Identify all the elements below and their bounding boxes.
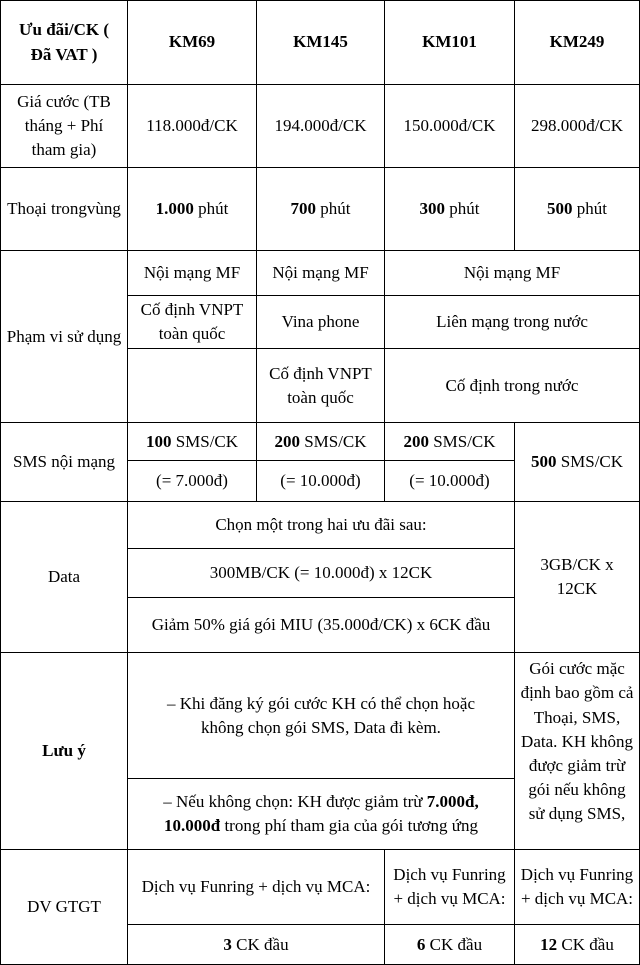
- price-km249: 298.000đ/CK: [515, 85, 640, 168]
- scope-row-1: [1, 251, 640, 296]
- note-line-2-amount-1: 7.000đ,: [426, 792, 479, 812]
- vas-km101-cycles: [385, 925, 515, 965]
- voice-km69-unit: phút: [193, 198, 229, 218]
- vas-label: DV GTGT: [1, 850, 128, 965]
- sms-km101: [385, 423, 515, 461]
- vas-km101-service: Dịch vụ Funring + dịch vụ MCA:: [385, 850, 515, 925]
- sms-km249-number: 500: [530, 452, 557, 472]
- package-km145: KM145: [257, 1, 385, 85]
- price-row: [1, 85, 640, 168]
- voice-km249-number: 500: [547, 198, 573, 218]
- vas-km69-km145-service: Dịch vụ Funring + dịch vụ MCA:: [128, 850, 385, 925]
- sms-km249-unit: SMS/CK: [556, 452, 624, 472]
- vas-cycles-3-unit: CK đầu: [231, 934, 289, 954]
- package-km249: KM249: [515, 1, 640, 85]
- vas-cycles-6-unit: CK đầu: [425, 934, 483, 954]
- package-km69: KM69: [128, 1, 257, 85]
- package-km101: KM101: [385, 1, 515, 85]
- data-option-1: 300MB/CK (= 10.000đ) x 12CK: [128, 549, 515, 598]
- data-label: Data: [1, 502, 128, 653]
- data-choose: Chọn một trong hai ưu đãi sau:: [128, 502, 515, 549]
- voice-km69-number: 1.000: [155, 198, 194, 218]
- vas-km249-service: Dịch vụ Funring + dịch vụ MCA:: [515, 850, 640, 925]
- note-line-2: [128, 779, 515, 850]
- note-line-2-suffix: trong phí tham gia của gói tương ứng: [220, 816, 479, 836]
- vas-km69-km145-cycles: [128, 925, 385, 965]
- sms-row-1: [1, 423, 640, 461]
- note-km249-cell: [515, 653, 640, 850]
- vas-km249-cycles: [515, 925, 640, 965]
- sms-km69: [128, 423, 257, 461]
- voice-km249-unit: phút: [572, 198, 607, 218]
- data-option-2: Giảm 50% giá gói MIU (35.000đ/CK) x 6CK đầu: [128, 598, 515, 653]
- sms-km145: [257, 423, 385, 461]
- scope-km69-empty: [128, 349, 257, 423]
- data-row-1: [1, 502, 640, 549]
- price-km101: 150.000đ/CK: [385, 85, 515, 168]
- sms-km69-unit: SMS/CK: [171, 431, 239, 451]
- scope-km69-onnet: Nội mạng MF: [128, 251, 257, 296]
- header-label-line2: Đã VAT ): [30, 44, 98, 64]
- voice-km145-number: 700: [290, 198, 316, 218]
- voice-km145-unit: phút: [316, 198, 351, 218]
- sms-km145-number: 200: [274, 431, 300, 451]
- voice-km145: [257, 168, 385, 251]
- note-line-1: – Khi đăng ký gói cước KH có thể chọn hoặc không chọn gói SMS, Data đi kèm.: [128, 653, 515, 779]
- voice-row: [1, 168, 640, 251]
- note-row-1: [1, 653, 640, 779]
- sms-label: SMS nội mạng: [1, 423, 128, 502]
- price-km69: 118.000đ/CK: [128, 85, 257, 168]
- vas-cycles-6-number: 6: [416, 934, 426, 954]
- scope-km101-km249-offnet: Liên mạng trong nước: [385, 296, 640, 349]
- voice-km69: [128, 168, 257, 251]
- vas-cycles-3-number: 3: [223, 934, 232, 954]
- data-km249: 3GB/CK x 12CK: [515, 502, 640, 653]
- scope-km145-onnet: Nội mạng MF: [257, 251, 385, 296]
- sms-km69-equivalent: (= 7.000đ): [128, 461, 257, 502]
- price-label: Giá cước (TB tháng + Phí tham gia): [1, 85, 128, 168]
- header-label-cell: [1, 1, 128, 85]
- scope-km101-km249-fixed: Cố định trong nước: [385, 349, 640, 423]
- vas-row-1: [1, 850, 640, 925]
- sms-km249: [515, 423, 640, 502]
- header-label-line1: Ưu đãi/CK (: [18, 20, 110, 40]
- voice-km101: [385, 168, 515, 251]
- scope-label: Phạm vi sử dụng: [1, 251, 128, 423]
- header-row: [1, 1, 640, 85]
- sms-km145-unit: SMS/CK: [299, 431, 367, 451]
- vas-cycles-12-number: 12: [540, 934, 558, 954]
- scope-km101-km249-onnet: Nội mạng MF: [385, 251, 640, 296]
- sms-km101-unit: SMS/CK: [428, 431, 496, 451]
- price-km145: 194.000đ/CK: [257, 85, 385, 168]
- sms-km145-equivalent: (= 10.000đ): [257, 461, 385, 502]
- voice-label: Thoại trongvùng: [1, 168, 128, 251]
- note-label: Lưu ý: [1, 653, 128, 850]
- scope-km145-vinaphone: Vina phone: [257, 296, 385, 349]
- note-line-2-amount-2: 10.000đ: [163, 816, 221, 836]
- sms-km101-number: 200: [403, 431, 429, 451]
- scope-km145-fixed: Cố định VNPT toàn quốc: [257, 349, 385, 423]
- note-line-2-prefix: – Nếu không chọn: KH được giảm trừ: [163, 792, 427, 812]
- sms-km69-number: 100: [145, 431, 172, 451]
- voice-km101-number: 300: [419, 198, 445, 218]
- voice-km249: [515, 168, 640, 251]
- vas-cycles-12-unit: CK đầu: [557, 934, 614, 954]
- voice-km101-unit: phút: [445, 198, 480, 218]
- sms-km101-equivalent: (= 10.000đ): [385, 461, 515, 502]
- scope-km69-fixed: Cố định VNPT toàn quốc: [128, 296, 257, 349]
- note-km249-text: Gói cước mặc định bao gồm cả Thoại, SMS, Data. KH không được giảm trừ gói nếu không sử dụng SMS,: [520, 659, 634, 823]
